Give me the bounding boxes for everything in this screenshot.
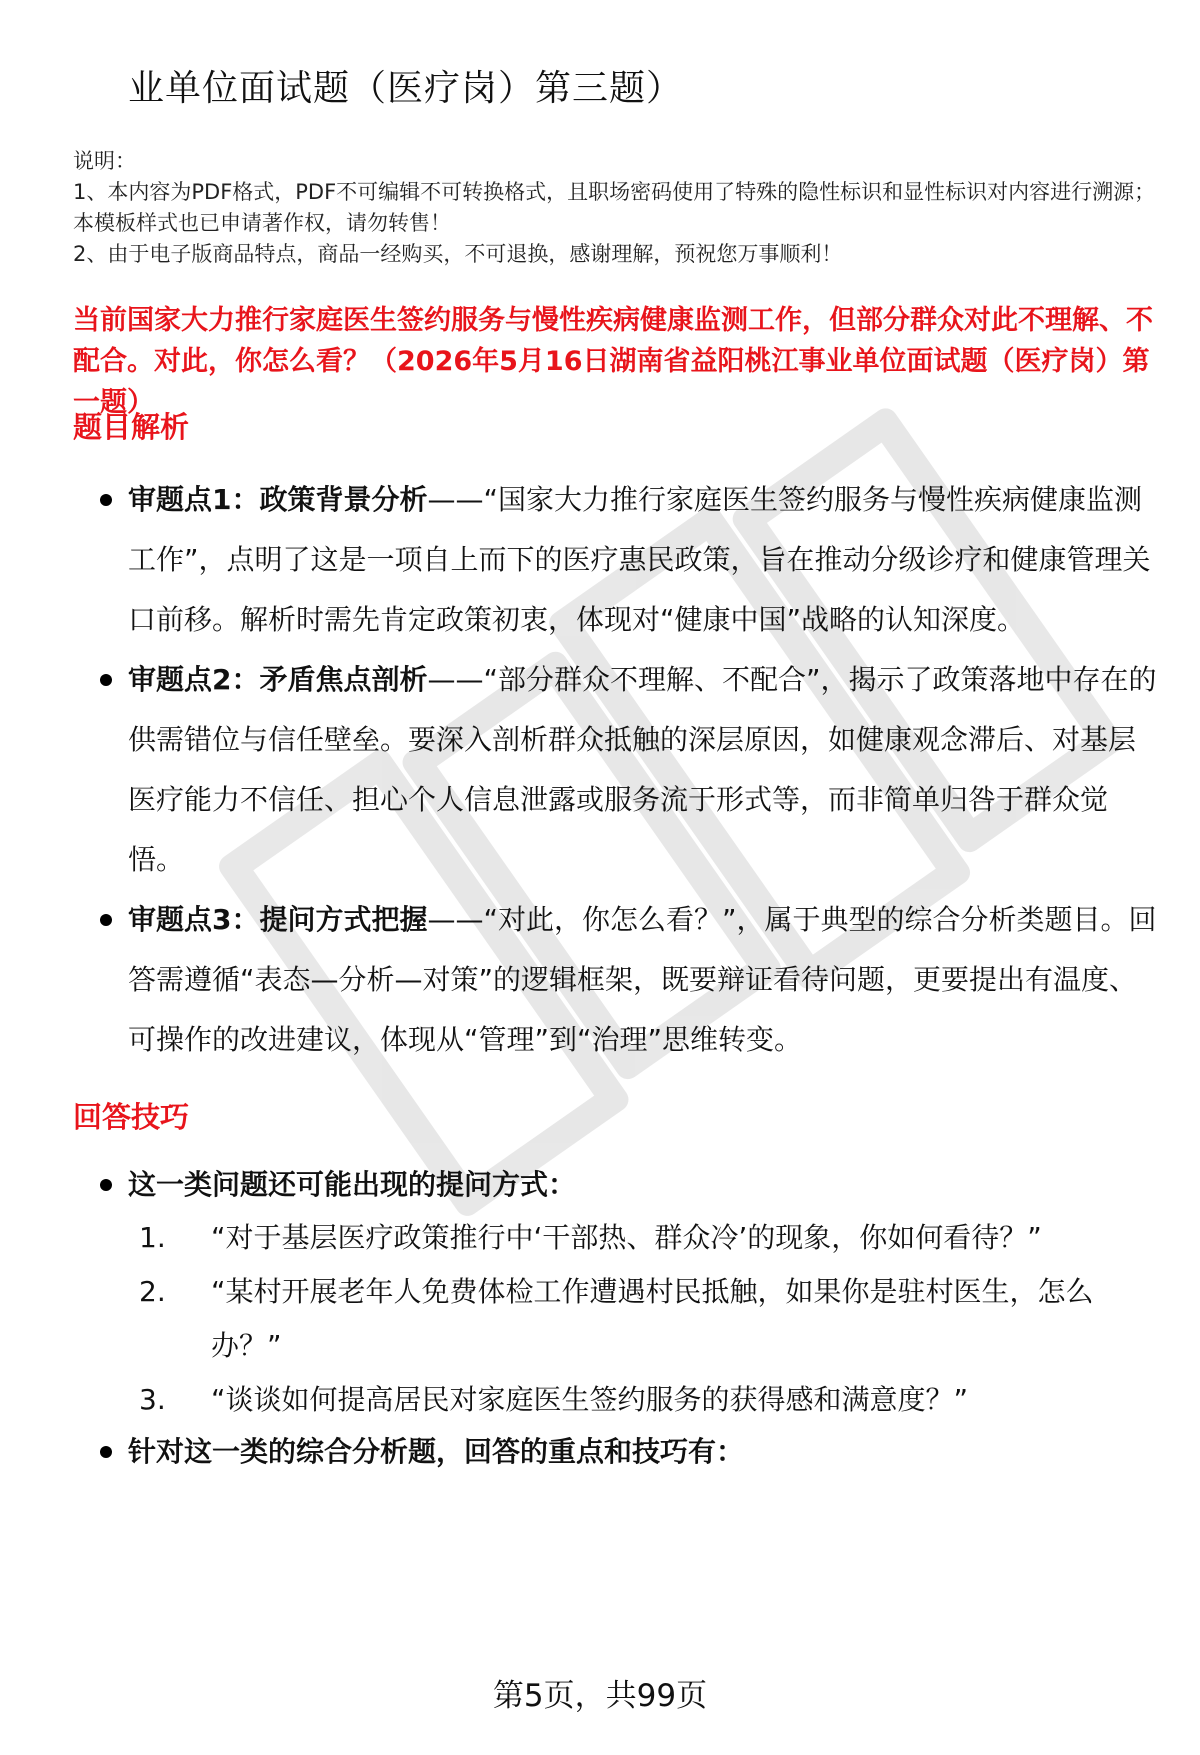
bullet-icon: [100, 1179, 112, 1191]
page-footer: 第5页，共99页: [492, 1678, 708, 1714]
analysis-heading: 题目解析: [73, 410, 190, 444]
bullet-icon: [100, 494, 112, 506]
question-title: 当前国家大力推行家庭医生签约服务与慢性疾病健康监测工作，但部分群众对此不理解、不配合。对此，你怎么看？（2026年5月16日湖南省益阳桃江事业单位面试题（医疗岗）第一题）: [73, 305, 1153, 418]
analysis-point-title: 审题点1：政策背景分析: [128, 483, 428, 516]
analysis-point: [100, 650, 1160, 890]
analysis-point: [100, 470, 1160, 650]
analysis-point-title: 审题点2：矛盾焦点剖析: [128, 663, 428, 696]
variants-label-text: 这一类问题还可能出现的提问方式：: [128, 1168, 577, 1201]
variants-label: [100, 1165, 1188, 1205]
analysis-point-body: ——“部分群众不理解、不配合”，揭示了政策落地中存在的供需错位与信任壁垒。要深入剖析群众抵触的深层原因，如健康观念滞后、对基层医疗能力不信任、担心个人信息泄露或服务流于形式等，而非简单归咎于群众觉悟。: [128, 663, 1157, 876]
focus-label: [100, 1432, 1188, 1472]
variant-item: [139, 1265, 1139, 1373]
variant-number: 1.: [139, 1221, 166, 1254]
notes-block: [73, 146, 1163, 270]
analysis-point-body: ——“国家大力推行家庭医生签约服务与慢性疾病健康监测工作”，点明了这是一项自上而下的医疗惠民政策，旨在推动分级诊疗和健康管理关口前移。解析时需先肯定政策初衷，体现对“健康中国”战略的认知深度。: [128, 483, 1151, 636]
variant-text: “对于基层医疗政策推行中‘干部热、群众冷’的现象，你如何看待？”: [211, 1221, 1042, 1254]
focus-label-text: 针对这一类的综合分析题，回答的重点和技巧有：: [128, 1435, 745, 1468]
bullet-icon: [100, 674, 112, 686]
tips-heading: 回答技巧: [73, 1100, 190, 1134]
bullet-icon: [100, 1446, 112, 1458]
bullet-icon: [100, 914, 112, 926]
analysis-list: [100, 470, 1160, 1070]
variant-text: “谈谈如何提高居民对家庭医生签约服务的获得感和满意度？”: [211, 1383, 969, 1416]
notes-line-1: 1、本内容为PDF格式，PDF不可编辑不可转换格式，且职场密码使用了特殊的隐性标识和显性标识对内容进行溯源；本模板样式也已申请著作权，请勿转售！: [73, 180, 1156, 235]
page-header-title: 业单位面试题（医疗岗）第三题）: [128, 68, 684, 109]
variant-item: [139, 1373, 1139, 1427]
variant-number: 3.: [139, 1383, 166, 1416]
notes-label: 说明：: [73, 149, 136, 173]
variant-item: [139, 1211, 1139, 1265]
variant-number: 2.: [139, 1275, 166, 1308]
analysis-point: [100, 890, 1160, 1070]
analysis-point-body: ——“对此，你怎么看？”，属于典型的综合分析类题目。回答需遵循“表态—分析—对策”的逻辑框架，既要辩证看待问题，更要提出有温度、可操作的改进建议，体现从“管理”到“治理”思维转变。: [128, 903, 1157, 1056]
variants-list: [139, 1211, 1139, 1427]
variant-text: “某村开展老年人免费体检工作遭遇村民抵触，如果你是驻村医生，怎么办？”: [211, 1275, 1094, 1362]
analysis-point-title: 审题点3：提问方式把握: [128, 903, 428, 936]
notes-line-2: 2、由于电子版商品特点，商品一经购买，不可退换，感谢理解，预祝您万事顺利！: [73, 242, 843, 266]
